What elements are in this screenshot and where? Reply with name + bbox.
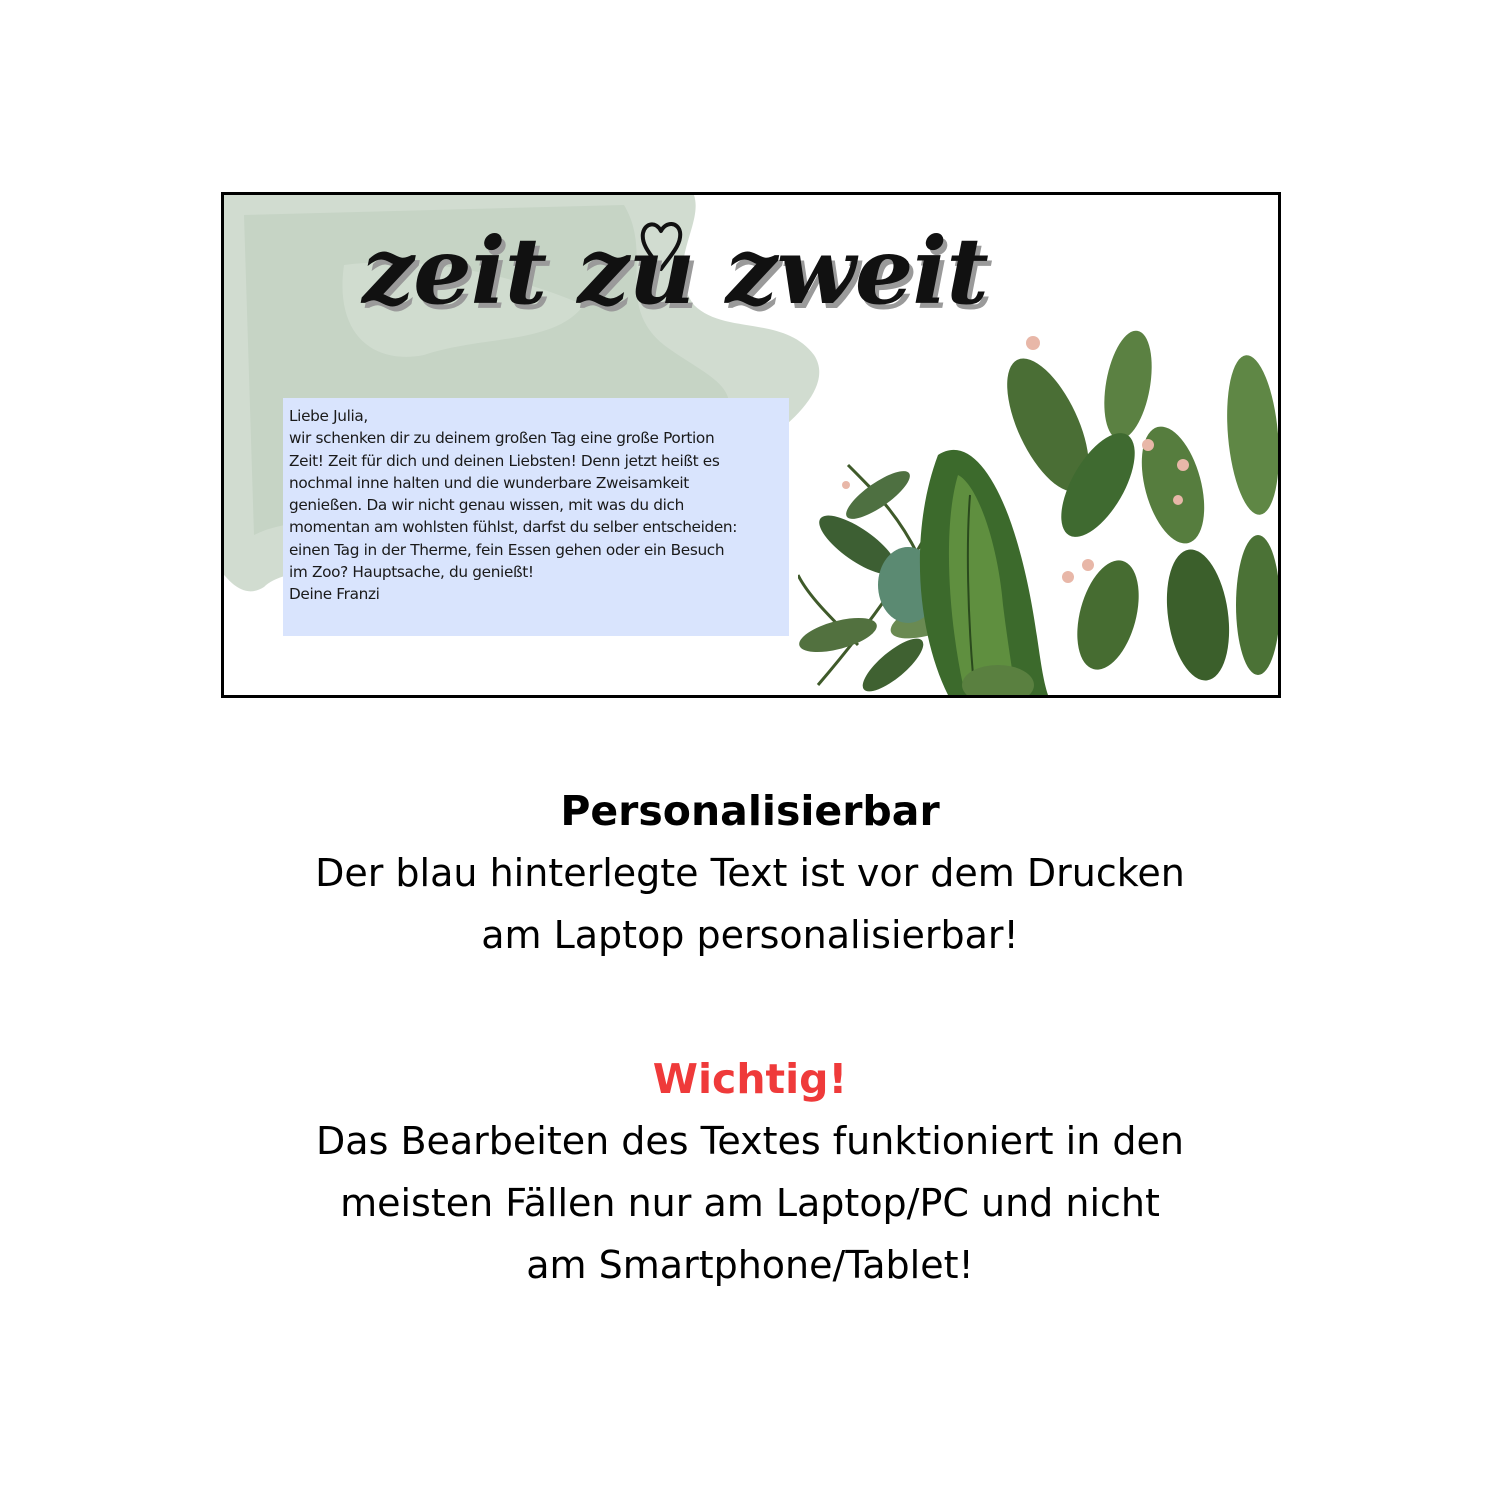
letter-line: momentan am wohlsten fühlst, darfst du selber entscheiden: (289, 518, 738, 537)
voucher-card (221, 192, 1281, 698)
description-line: am Laptop personalisierbar! (481, 913, 1019, 957)
personalization-heading: Personalisierbar (560, 787, 940, 835)
card-title: zeit zu zweit (362, 217, 988, 325)
warning-line: meisten Fällen nur am Laptop/PC und nicht (340, 1181, 1160, 1225)
botanical-illustration (798, 315, 1278, 695)
letter-line: einen Tag in der Therme, fein Essen gehen oder ein Besuch (289, 540, 725, 559)
info-section (0, 780, 1500, 1296)
warning-heading: Wichtig! (652, 1055, 848, 1103)
description-line: Der blau hinterlegte Text ist vor dem Drucken (315, 851, 1185, 895)
letter-line: im Zoo? Hauptsache, du genießt! (289, 563, 534, 582)
editable-letter[interactable] (283, 398, 789, 636)
warning-line: Das Bearbeiten des Textes funktioniert in den (316, 1119, 1184, 1163)
letter-line: Zeit! Zeit für dich und deinen Liebsten! Denn jetzt heißt es (289, 451, 720, 470)
warning-line: am Smartphone/Tablet! (526, 1243, 974, 1287)
letter-line: wir schenken dir zu deinem großen Tag eine große Portion (289, 429, 715, 448)
letter-line: Deine Franzi (289, 585, 380, 604)
letter-line: Liebe Julia, (289, 407, 368, 425)
letter-line: genießen. Da wir nicht genau wissen, mit was du dich (289, 496, 684, 515)
letter-line: nochmal inne halten und die wunderbare Zweisamkeit (289, 473, 689, 492)
